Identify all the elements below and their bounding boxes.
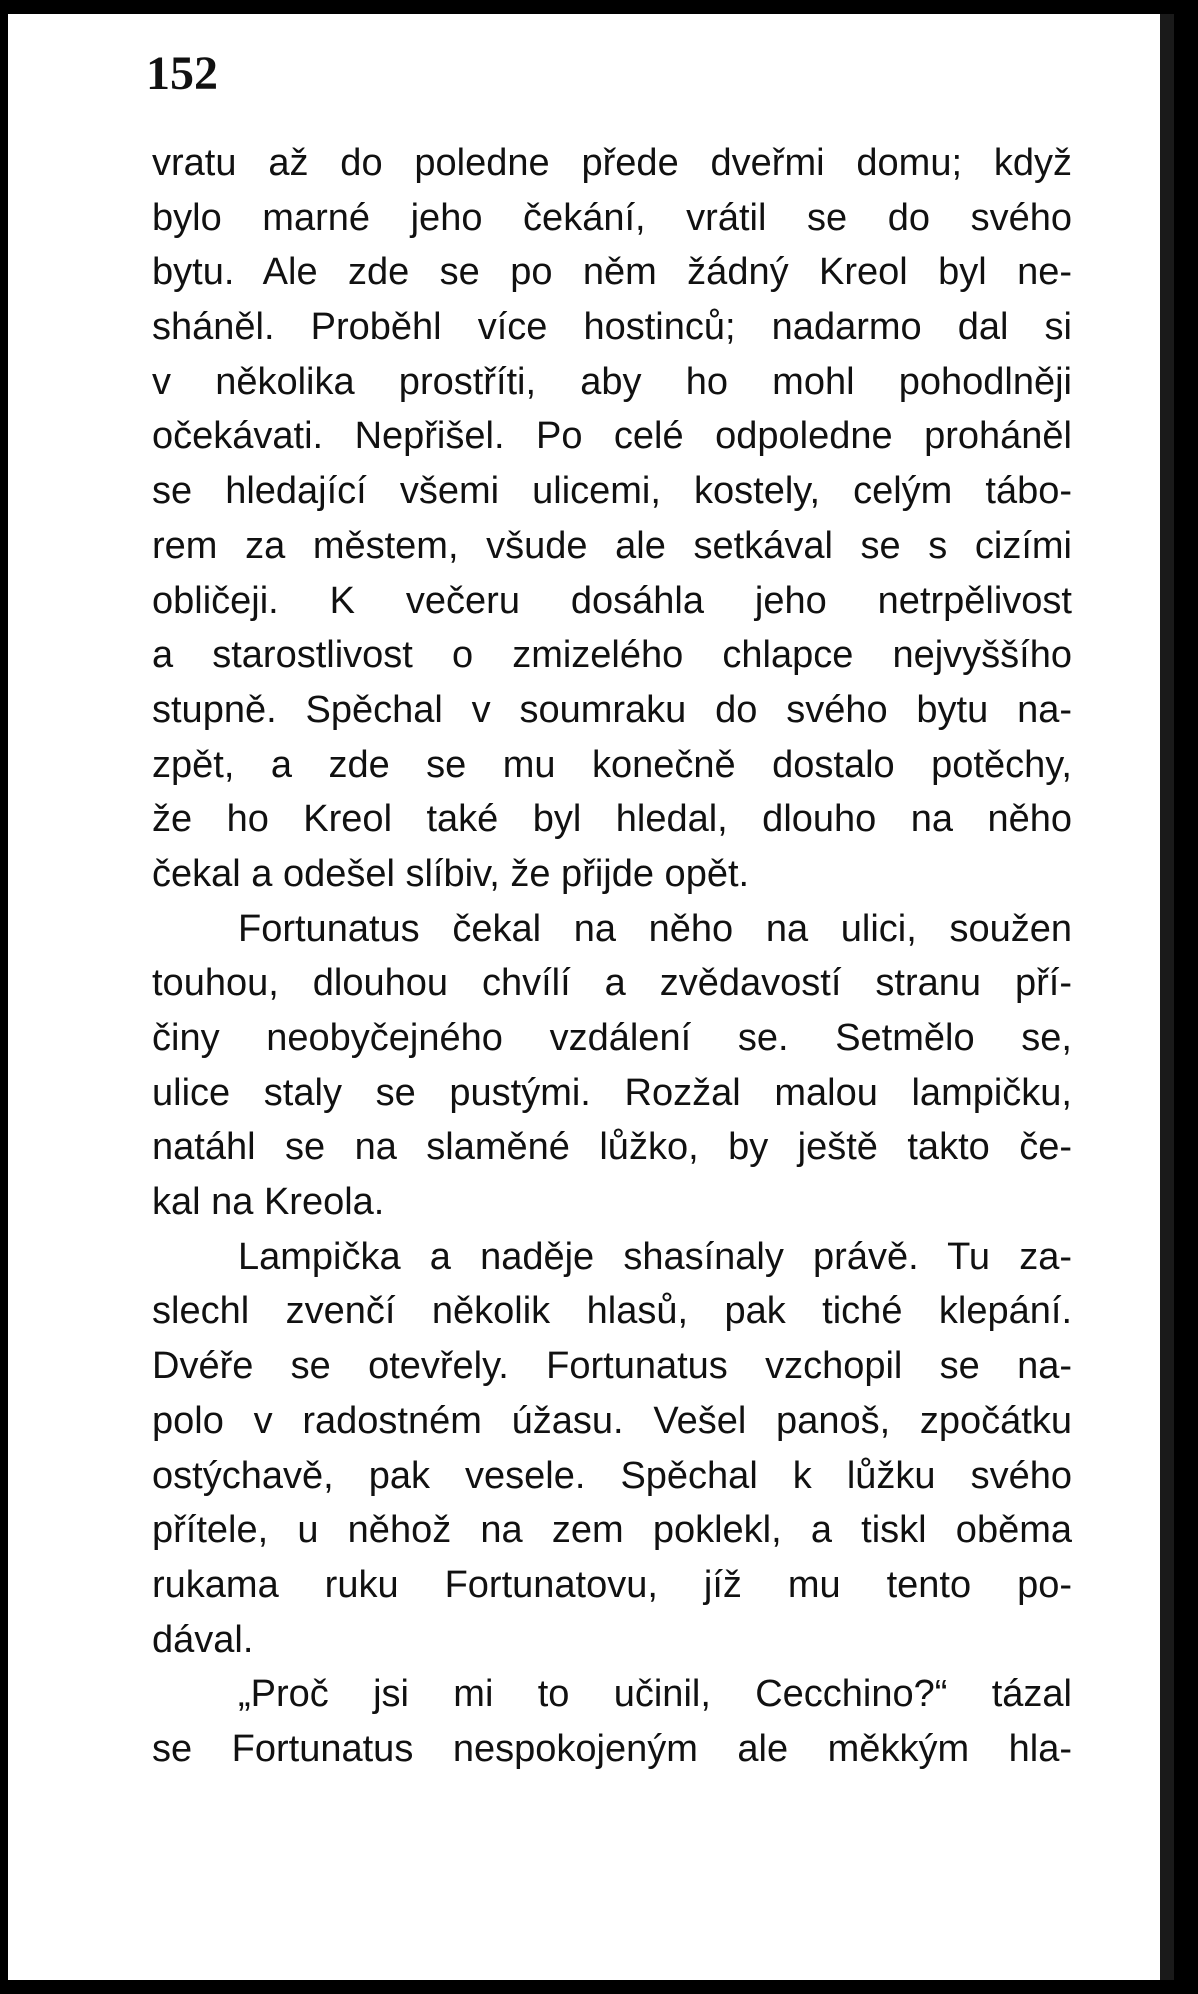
text-line: bytu. Ale zde se po něm žádný Kreol byl ne- [152,251,1072,294]
text-line: Dvéře se otevřely. Fortunatus vzchopil se na- [152,1345,1072,1388]
paragraph [152,1230,1072,1668]
page-number: 152 [146,47,218,100]
text-line: rem za městem, všude ale setkával se s cizími [152,524,1072,567]
text-line: zpět, a zde se mu konečně dostalo potěchy, [152,743,1072,786]
text-line: činy neobyčejného vzdálení se. Setmělo se, [152,1017,1072,1059]
text-line: čekal a odešel slíbiv, že přijde opět. [152,852,750,895]
text-line: že ho Kreol také byl hledal, dlouho na něho [152,798,1072,841]
text-line: Lampička a naděje shasínaly právě. Tu za- [238,1235,1072,1278]
text-line: obličeji. K večeru dosáhla jeho netrpělivost [152,579,1072,622]
paragraph [152,136,1072,902]
text-line: očekávati. Nepřišel. Po celé odpoledne proháněl [152,415,1072,458]
text-line: dával. [152,1618,254,1661]
text-line: ostýchavě, pak vesele. Spěchal k lůžku svého [152,1454,1072,1497]
text-line: polo v radostném úžasu. Vešel panoš, zpočátku [152,1399,1072,1442]
text-line: ulice staly se pustými. Rozžal malou lampičku, [152,1071,1072,1114]
text-line: se Fortunatus nespokojeným ale měkkým hla- [152,1727,1072,1770]
text-line: rukama ruku Fortunatovu, jíž mu tento po- [152,1563,1072,1606]
text-line: Fortunatus čekal na něho na ulici, soužen [238,907,1072,950]
page-edge [1160,14,1174,1980]
text-line: „Proč jsi mi to učinil, Cecchino?“ tázal [238,1673,1072,1716]
text-line: natáhl se na slaměné lůžko, by ještě takto če- [152,1126,1072,1169]
text-line: přítele, u něhož na zem poklekl, a tiskl oběma [152,1509,1072,1552]
text-line: bylo marné jeho čekání, vrátil se do svého [152,196,1072,239]
text-line: vratu až do poledne přede dveřmi domu; když [152,142,1072,184]
text-line: se hledající všemi ulicemi, kostely, celým tábo- [152,470,1072,513]
text-line: sháněl. Proběhl více hostinců; nadarmo dal si [152,306,1072,349]
text-line: slechl zvenčí několik hlasů, pak tiché klepání. [152,1290,1072,1333]
paragraph [152,902,1072,1230]
text-line: stupně. Spěchal v soumraku do svého bytu na- [152,688,1072,731]
text-line: kal na Kreola. [152,1181,385,1224]
paragraph [152,1667,1072,1776]
text-line: v několika prostříti, aby ho mohl pohodlněji [152,360,1072,403]
text-line: a starostlivost o zmizelého chlapce nejvyššího [152,634,1072,677]
body-text [152,136,1072,1777]
text-line: touhou, dlouhou chvílí a zvědavostí stranu pří- [152,962,1072,1005]
